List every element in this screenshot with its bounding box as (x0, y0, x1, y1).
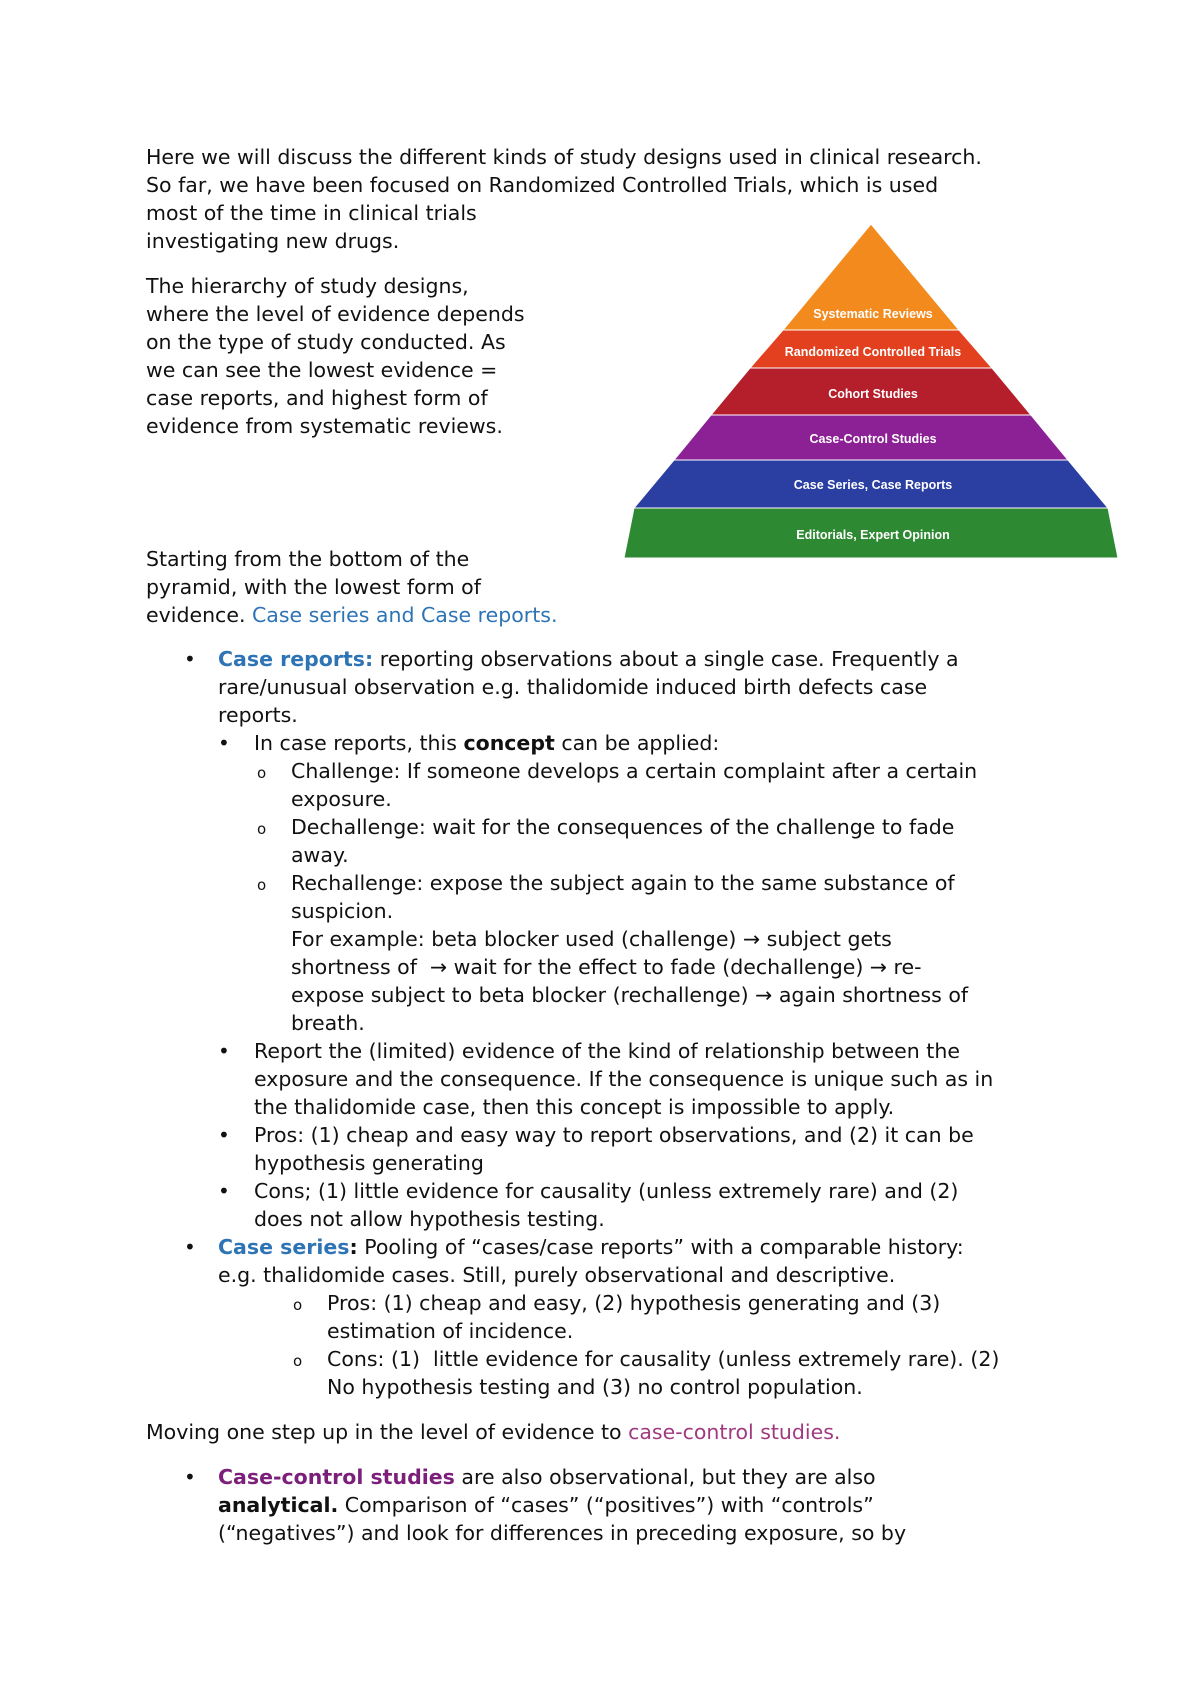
cons-line-1: Cons; (1) little evidence for causality (unless extremely rare) and (2) (254, 1179, 959, 1203)
example-line-2: shortness of → wait for the effect to fade (dechallenge) → re- (291, 955, 922, 979)
starting-line-3-text: evidence. (146, 603, 252, 627)
pyramid-label-case-control-studies: Case-Control Studies (809, 432, 937, 446)
intro-line-2: So far, we have been focused on Randomized Controlled Trials, which is used (146, 173, 939, 197)
cons-line-2: does not allow hypothesis testing. (254, 1207, 605, 1231)
challenge-line-1: Challenge: If someone develops a certain complaint after a certain (291, 759, 978, 783)
example-line-4: breath. (291, 1011, 365, 1035)
case-series-term: Case series (218, 1235, 350, 1259)
bullet-cons: • (218, 1179, 230, 1203)
bullet-case-control: • (184, 1465, 196, 1489)
case-control-line-2-text: Comparison of “cases” (“positives”) with “controls” (338, 1493, 874, 1517)
hierarchy-line-6: evidence from systematic reviews. (146, 414, 503, 438)
case-control-line-3: (“negatives”) and look for differences in preceding exposure, so by (218, 1521, 907, 1545)
case-series-line-2: e.g. thalidomide cases. Still, purely observational and descriptive. (218, 1263, 896, 1287)
intro-line-4: investigating new drugs. (146, 229, 400, 253)
case-control-line-1 (218, 1464, 876, 1492)
example-line-1: For example: beta blocker used (challenge) → subject gets (291, 927, 892, 951)
pros-line-2: hypothesis generating (254, 1151, 484, 1175)
bullet-report: • (218, 1039, 230, 1063)
concept-suffix: can be applied: (554, 731, 720, 755)
starting-line-3 (146, 602, 557, 630)
bullet-case-reports: • (184, 647, 196, 671)
case-series-line-1-text: Pooling of “cases/case reports” with a comparable history: (357, 1235, 964, 1259)
series-pros-line-2: estimation of incidence. (327, 1319, 574, 1343)
hierarchy-line-4: we can see the lowest evidence = (146, 358, 498, 382)
sub-bullet-challenge: o (257, 764, 267, 782)
bullet-case-series: • (184, 1235, 196, 1259)
case-reports-term: Case reports: (218, 647, 374, 671)
report-line-1: Report the (limited) evidence of the kind of relationship between the (254, 1039, 960, 1063)
case-series-reports-link: Case series and Case reports. (251, 603, 558, 627)
sub-bullet-series-cons: o (293, 1352, 303, 1370)
starting-line-1: Starting from the bottom of the (146, 547, 470, 571)
starting-line-2: pyramid, with the lowest form of (146, 575, 481, 599)
intro-line-3: most of the time in clinical trials (146, 201, 477, 225)
rechallenge-line-1: Rechallenge: expose the subject again to the same substance of (291, 871, 955, 895)
pyramid-label-editorials-expert-opinion: Editorials, Expert Opinion (796, 528, 950, 542)
dechallenge-line-1: Dechallenge: wait for the consequences of the challenge to fade (291, 815, 955, 839)
rechallenge-line-2: suspicion. (291, 899, 394, 923)
example-line-3: expose subject to beta blocker (rechallenge) → again shortness of (291, 983, 969, 1007)
case-reports-line-3: reports. (218, 703, 298, 727)
evidence-pyramid-diagram (624, 218, 1118, 560)
series-pros-line-1: Pros: (1) cheap and easy, (2) hypothesis generating and (3) (327, 1291, 941, 1315)
pyramid-label-randomized-controlled-trials: Randomized Controlled Trials (784, 345, 962, 359)
challenge-line-2: exposure. (291, 787, 392, 811)
bullet-concept: • (218, 731, 230, 755)
sub-bullet-rechallenge: o (257, 876, 267, 894)
case-series-line-1 (218, 1234, 964, 1262)
intro-line-1: Here we will discuss the different kinds of study designs used in clinical research. (146, 145, 982, 169)
case-control-link: case-control studies. (628, 1420, 841, 1444)
pros-line-1: Pros: (1) cheap and easy way to report observations, and (2) it can be (254, 1123, 974, 1147)
case-reports-line-1 (218, 646, 959, 674)
pyramid-label-cohort-studies: Cohort Studies (828, 387, 918, 401)
pyramid-label-systematic-reviews: Systematic Reviews (813, 307, 933, 321)
report-line-2: exposure and the consequence. If the consequence is unique such as in (254, 1067, 994, 1091)
sub-bullet-dechallenge: o (257, 820, 267, 838)
bullet-pros: • (218, 1123, 230, 1147)
case-control-term: Case-control studies (218, 1465, 455, 1489)
report-line-3: the thalidomide case, then this concept is impossible to apply. (254, 1095, 895, 1119)
hierarchy-line-3: on the type of study conducted. As (146, 330, 506, 354)
moving-line (146, 1419, 840, 1447)
dechallenge-line-2: away. (291, 843, 349, 867)
case-reports-line-2: rare/unusual observation e.g. thalidomide induced birth defects case (218, 675, 928, 699)
sub-bullet-series-pros: o (293, 1296, 303, 1314)
case-control-line-2 (218, 1492, 874, 1520)
concept-prefix: In case reports, this (254, 731, 464, 755)
series-cons-line-1: Cons: (1) little evidence for causality (unless extremely rare). (2) (327, 1347, 1000, 1371)
case-series-colon: : (349, 1235, 358, 1259)
case-control-line-1-text: are also observational, but they are also (454, 1465, 876, 1489)
hierarchy-line-1: The hierarchy of study designs, (146, 274, 469, 298)
hierarchy-line-5: case reports, and highest form of (146, 386, 488, 410)
moving-text: Moving one step up in the level of evidence to (146, 1420, 629, 1444)
case-reports-line-1-text: reporting observations about a single case. Frequently a (373, 647, 959, 671)
pyramid-label-case-series-case-reports: Case Series, Case Reports (793, 478, 953, 492)
concept-line (254, 730, 719, 758)
analytical-term: analytical. (218, 1493, 339, 1517)
concept-term: concept (463, 731, 555, 755)
series-cons-line-2: No hypothesis testing and (3) no control population. (327, 1375, 863, 1399)
hierarchy-line-2: where the level of evidence depends (146, 302, 525, 326)
